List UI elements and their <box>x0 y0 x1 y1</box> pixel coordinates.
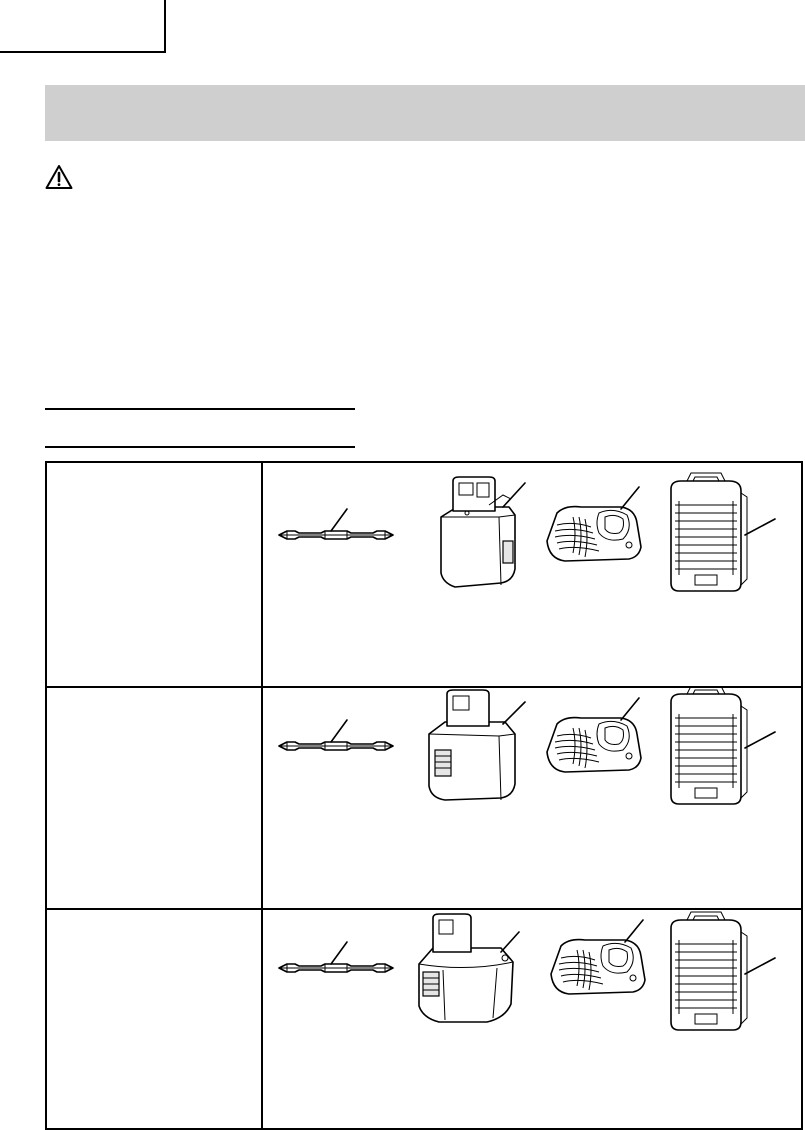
model-cell <box>47 463 261 686</box>
table-row <box>47 463 801 686</box>
battery-icon <box>429 690 525 800</box>
charger-icon <box>547 487 641 561</box>
subheading-rule-2 <box>45 446 355 448</box>
language-tab <box>0 0 166 53</box>
driver-bit-icon <box>279 720 393 750</box>
charger-icon <box>551 920 645 994</box>
accessory-illustrations <box>265 686 801 908</box>
driver-bit-icon <box>279 509 393 539</box>
carrying-case-icon <box>671 686 775 804</box>
carrying-case-icon <box>671 912 775 1030</box>
table-row <box>47 908 801 1130</box>
warning-triangle-icon <box>45 164 73 190</box>
battery-icon <box>419 914 519 1022</box>
charger-icon <box>547 698 641 772</box>
model-cell <box>47 686 261 908</box>
subheading-rule-1 <box>45 408 355 410</box>
accessory-illustrations <box>265 908 801 1130</box>
table-row <box>47 686 801 908</box>
model-cell <box>47 908 261 1130</box>
carrying-case-icon <box>671 473 775 591</box>
battery-icon <box>441 477 525 587</box>
section-heading-band <box>45 85 805 141</box>
accessories-table <box>45 461 803 1130</box>
accessory-illustrations <box>265 463 801 686</box>
driver-bit-icon <box>279 942 393 972</box>
